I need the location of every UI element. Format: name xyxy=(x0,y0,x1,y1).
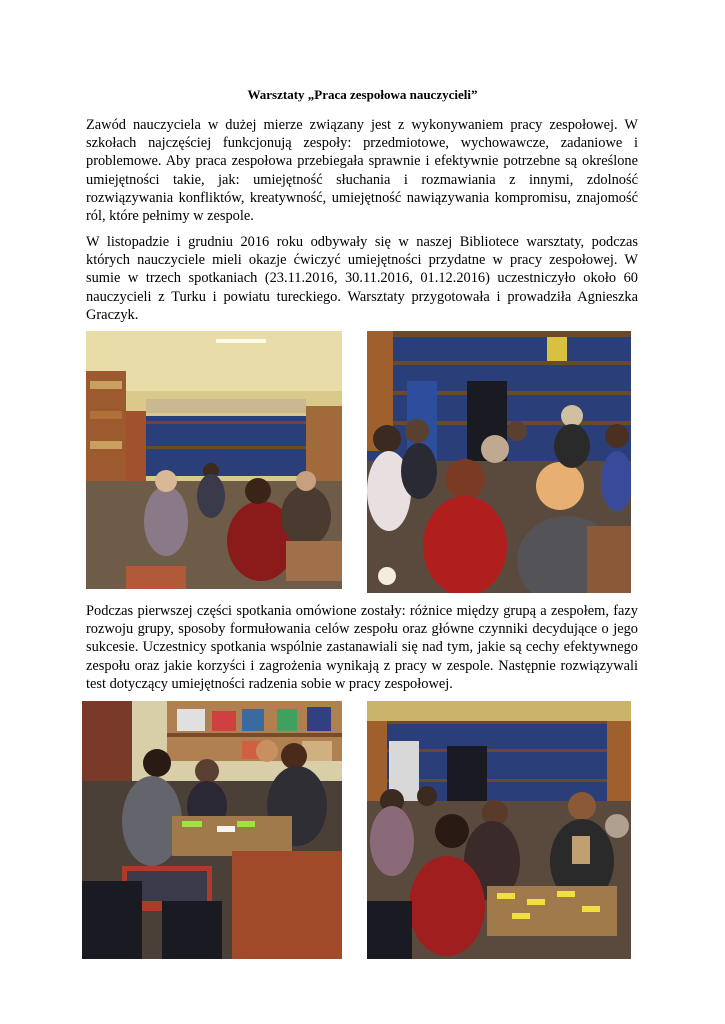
paragraph-intro: Zawód nauczyciela w dużej mierze związany jest z wykonywaniem pracy zespołowej. W szkołach najczęściej funkcjonują zespoły: przedmiotowe, wychowawcze, zadaniowe i problemowe. Aby praca zespołowa przebiegała sprawnie i efektywnie potrzebne są określone umiejętności takie, jak: umiejętność słuchania i rozmawiania z innymi, zdolność rozwiązywania konfliktów, kreatywność, umiejętność nawiązywania kompromisu, znajomość ról, które pełnimy w zespole. xyxy=(86,117,638,225)
photo-group-discussion xyxy=(367,701,631,959)
document-title: Warsztaty „Praca zespołowa nauczycieli” xyxy=(247,87,478,102)
paragraph-workshops: W listopadzie i grudniu 2016 roku odbywały się w naszej Bibliotece warsztaty, podczas których nauczyciele mieli okazje ćwiczyć umiejętności przydatne w pracy zespołowej. W sumie w trzech spotkaniach (23.11.2016, 30.11.2016, 01.12.2016) uczestniczyło około 60 nauczycieli z Turku i powiatu tureckiego. Warsztaty przygotowała i prowadziła Agnieszka Graczyk. xyxy=(86,234,638,323)
photo-card-exercise xyxy=(82,701,342,959)
photo-room-overview xyxy=(86,331,342,589)
paragraph-first-part: Podczas pierwszej części spotkania omówione zostały: różnice między grupą a zespołem, fazy rozwoju grupy, sposoby formułowania celów zespołu oraz główne czynniki decydujące o jego sukcesie. Uczestnicy spotkania wspólnie zastanawiali się nad tym, jakie są cechy efektywnego zespołu oraz jakie korzyści i zagrożenia wynikają z pracy w zespole. Następnie rozwiązywali test dotyczący umiejętności radzenia sobie w pracy zespołowej. xyxy=(86,603,638,692)
photo-participants-table xyxy=(367,331,631,593)
